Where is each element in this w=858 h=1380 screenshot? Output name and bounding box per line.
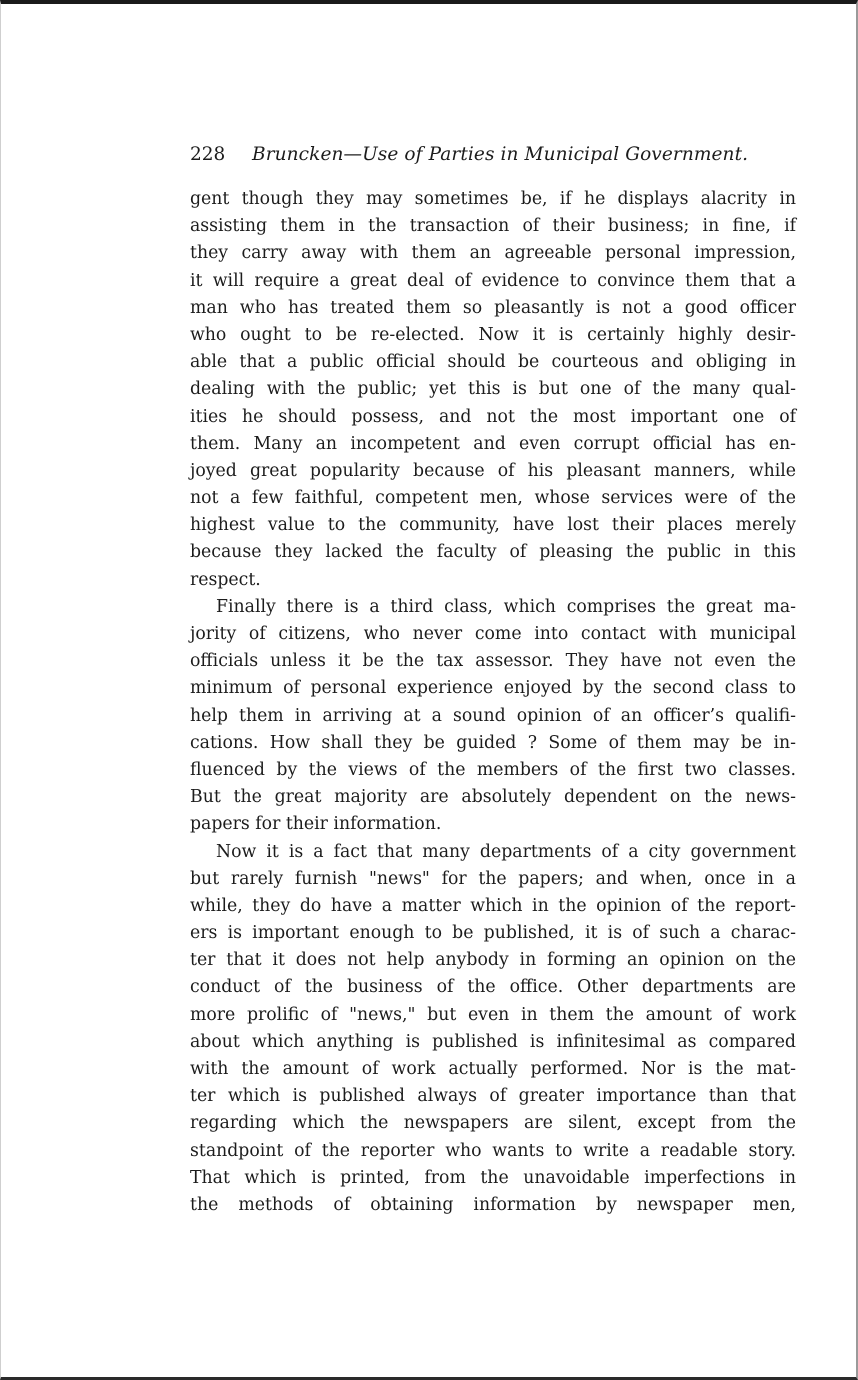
text-line: Finally there is a third class, which comprises the great ma-: [216, 596, 796, 617]
running-title: Bruncken—Use of Parties in Municipal Government.: [252, 144, 749, 165]
text-line: with the amount of work actually performed. Nor is the mat-: [190, 1059, 796, 1079]
text-line: them. Many an incompetent and even corrupt official has en-: [190, 433, 796, 454]
text-line: Now it is a fact that many departments of a city government: [216, 841, 796, 862]
text-line: gent though they may sometimes be, if he displays alacrity in: [190, 189, 796, 209]
text-line: it will require a great deal of evidence to convince them that a: [190, 270, 796, 291]
text-line: officials unless it be the tax assessor. They have not even the: [190, 651, 796, 672]
text-line: conduct of the business of the office. Other departments are: [190, 977, 796, 998]
text-line: ities he should possess, and not the most important one of: [190, 406, 796, 427]
text-line: minimum of personal experience enjoyed by the second class to: [190, 678, 796, 699]
text-line: not a few faithful, competent men, whose services were of the: [190, 488, 796, 509]
paragraph-2: [190, 594, 796, 839]
body-text: [190, 186, 796, 1219]
text-line: because they lacked the faculty of pleasing the public in this: [190, 542, 796, 563]
text-line: man who has treated them so pleasantly is not a good officer: [190, 297, 796, 318]
running-head: [190, 140, 796, 170]
text-line: joyed great popularity because of his pleasant manners, while: [190, 460, 796, 481]
paragraph-3: [190, 839, 796, 1220]
text-line: more prolific of "news," but even in them the amount of work: [190, 1004, 796, 1025]
text-line: fluenced by the views of the members of the first two classes.: [190, 759, 796, 780]
text-line: assisting them in the transaction of their business; in fine, if: [190, 216, 796, 237]
text-line: ter which is published always of greater importance than that: [190, 1086, 796, 1107]
text-line: respect.: [190, 569, 261, 590]
text-line: dealing with the public; yet this is but one of the many qual-: [190, 379, 796, 400]
book-page: [190, 140, 796, 1219]
text-line: ers is important enough to be published, it is of such a charac-: [190, 923, 796, 944]
text-line: But the great majority are absolutely dependent on the news-: [190, 787, 796, 808]
paragraph-1: [190, 186, 796, 594]
text-line: the methods of obtaining information by newspaper men,: [190, 1194, 796, 1215]
text-line: but rarely furnish "news" for the papers; and when, once in a: [190, 868, 796, 889]
text-line: standpoint of the reporter who wants to write a readable story.: [190, 1140, 796, 1161]
text-line: cations. How shall they be guided ? Some of them may be in-: [190, 732, 796, 753]
text-line: regarding which the newspapers are silent, except from the: [190, 1113, 796, 1134]
text-line: That which is printed, from the unavoidable imperfections in: [190, 1167, 796, 1188]
text-line: able that a public official should be courteous and obliging in: [190, 352, 796, 373]
text-line: jority of citizens, who never come into contact with municipal: [190, 624, 796, 644]
text-line: who ought to be re-elected. Now it is certainly highly desir-: [190, 324, 796, 345]
page-number: 228: [190, 144, 226, 165]
text-line: papers for their information.: [190, 814, 442, 835]
text-line: ter that it does not help anybody in forming an opinion on the: [190, 950, 796, 971]
text-line: while, they do have a matter which in the opinion of the report-: [190, 895, 796, 916]
text-line: highest value to the community, have lost their places merely: [190, 515, 796, 536]
text-line: they carry away with them an agreeable personal impression,: [190, 243, 796, 264]
text-line: about which anything is published is infinitesimal as compared: [190, 1031, 796, 1052]
text-line: help them in arriving at a sound opinion of an officer’s qualifi-: [190, 705, 796, 726]
